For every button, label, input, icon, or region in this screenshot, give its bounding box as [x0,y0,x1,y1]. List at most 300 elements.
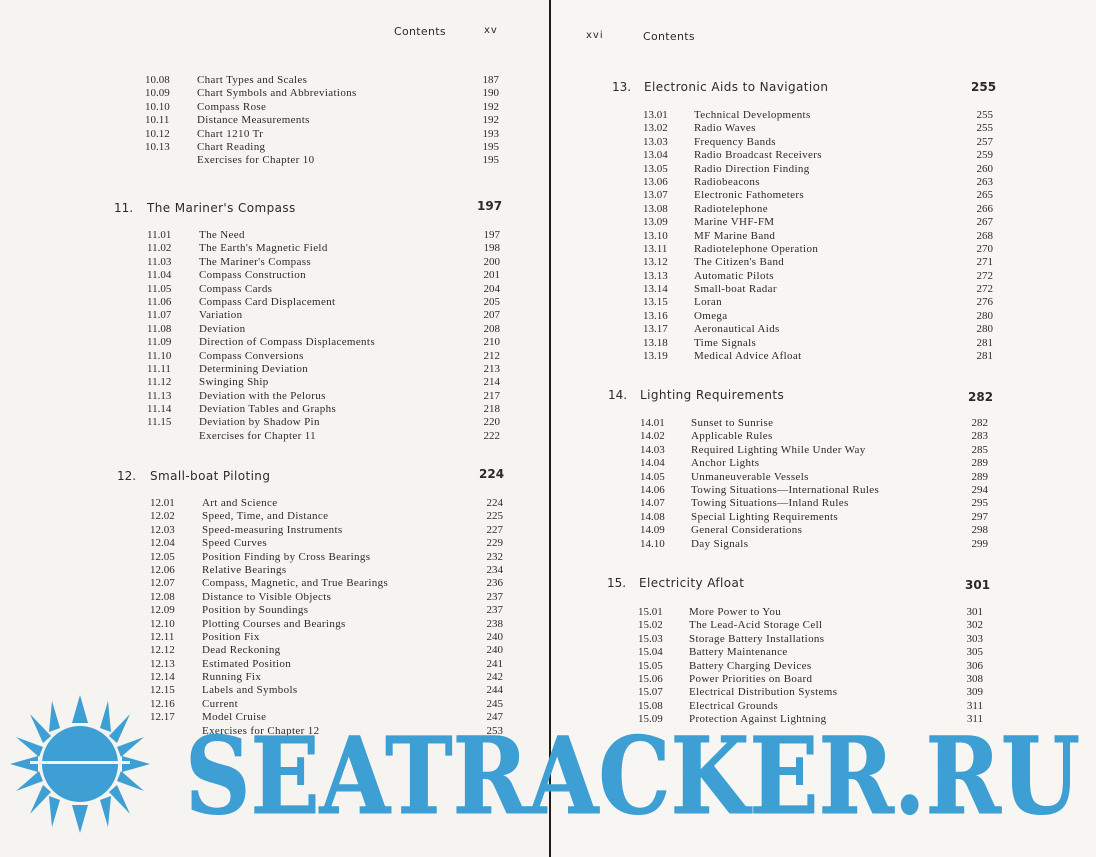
toc-entry[interactable] [643,189,1003,202]
entry-title: Medical Advice Afloat [694,350,802,363]
toc-entry[interactable] [150,684,510,697]
toc-list-chapter-15 [638,606,998,727]
entry-page: 271 [976,256,993,269]
entry-number: 13.04 [643,149,668,162]
chapter-title: Small-boat Piloting [150,469,271,483]
entry-number: 10.12 [145,127,170,140]
entry-page: 285 [971,443,988,456]
toc-entry[interactable] [147,283,507,296]
entry-number: 12.17 [150,711,175,724]
entry-number: 15.05 [638,659,663,672]
entry-title: Compass, Magnetic, and True Bearings [202,577,389,590]
toc-entry[interactable] [640,538,1000,551]
entry-page: 311 [966,713,983,726]
entry-title: MF Marine Band [694,229,776,242]
chapter-page: 301 [965,578,991,592]
chapter-title: Lighting Requirements [640,388,785,402]
toc-entry[interactable] [145,154,505,167]
entry-page: 237 [486,604,503,617]
entry-title: Dead Reckoning [202,644,281,657]
toc-entry[interactable] [145,128,505,141]
toc-entry[interactable] [150,510,510,523]
entry-number: 15.09 [638,713,663,726]
entry-title: Position by Soundings [202,604,309,617]
toc-entry[interactable] [150,497,510,510]
entry-number: 10.11 [145,114,170,127]
toc-list-chapter-11 [147,229,507,443]
entry-number: 12.06 [150,563,175,576]
toc-entry[interactable] [638,646,998,659]
entry-number: 13.16 [643,309,668,322]
toc-entry[interactable] [145,74,505,87]
toc-entry[interactable] [640,417,1000,430]
entry-title: More Power to You [689,606,782,618]
entry-number: 12.09 [150,604,175,617]
toc-entry[interactable] [638,713,998,726]
entry-page: 309 [966,686,983,699]
toc-entry[interactable] [145,101,505,114]
toc-entry[interactable] [150,618,510,631]
entry-title: Chart Reading [197,140,266,153]
entry-number: 13.05 [643,162,668,175]
chapter-number: 12. [117,469,137,483]
entry-page: 272 [976,283,993,296]
entry-title: Day Signals [691,537,749,550]
entry-number: 11.15 [147,416,172,429]
entry-page: 268 [976,229,993,242]
entry-title: General Considerations [691,524,803,537]
entry-page: 311 [966,699,983,712]
toc-entry[interactable] [145,87,505,100]
entry-number: 12.08 [150,590,175,603]
entry-title: Battery Charging Devices [689,659,812,672]
page-number-left: xv [484,25,498,36]
entry-page: 267 [976,216,993,229]
entry-page: 241 [486,657,503,670]
entry-title: Required Lighting While Under Way [691,443,866,456]
entry-page: 234 [486,563,503,576]
toc-entry[interactable] [150,711,510,724]
entry-title: Chart 1210 Tr [197,127,264,140]
toc-entry[interactable] [150,725,510,738]
entry-title: Deviation [199,322,246,335]
entry-number: 12.04 [150,537,175,550]
entry-number: 11.08 [147,322,172,335]
entry-number: 13.02 [643,122,668,135]
entry-title: Aeronautical Aids [694,323,780,336]
entry-page: 280 [976,323,993,336]
entry-title: Distance Measurements [197,114,310,127]
entry-number: 12.02 [150,510,175,523]
entry-number: 10.13 [145,140,170,153]
entry-page: 212 [483,349,500,362]
toc-entry[interactable] [643,163,1003,176]
entry-page: 270 [976,242,993,255]
entry-number: 13.03 [643,135,668,148]
toc-entry[interactable] [150,524,510,537]
entry-page: 281 [976,336,993,349]
entry-page: 187 [482,74,499,86]
entry-title: Radio Direction Finding [694,162,810,175]
entry-page: 259 [976,149,993,162]
toc-entry[interactable] [643,256,1003,269]
entry-number: 13.13 [643,269,668,282]
toc-entry[interactable] [643,230,1003,243]
entry-title: Radio Broadcast Receivers [694,149,822,162]
toc-entry[interactable] [643,122,1003,135]
entry-number: 14.09 [640,524,665,537]
toc-entry[interactable] [150,644,510,657]
running-title-left: Contents [394,25,446,38]
entry-page: 193 [482,127,499,140]
entry-number: 14.01 [640,417,665,429]
toc-entry[interactable] [643,283,1003,296]
toc-entry[interactable] [643,216,1003,229]
entry-page: 299 [971,537,988,550]
toc-entry[interactable] [640,484,1000,497]
entry-page: 236 [486,577,503,590]
entry-page: 302 [966,619,983,632]
toc-entry[interactable] [147,242,507,255]
chapter-number: 13. [612,80,632,94]
entry-page: 282 [971,417,988,429]
toc-entry[interactable] [643,149,1003,162]
toc-entry[interactable] [145,141,505,154]
toc-entry[interactable] [147,350,507,363]
entry-number: 12.05 [150,550,175,563]
toc-entry[interactable] [150,631,510,644]
toc-entry[interactable] [147,376,507,389]
chapter-page: 282 [968,390,994,404]
entry-title: Omega [694,309,728,322]
entry-page: 222 [483,429,500,442]
entry-number: 14.05 [640,470,665,483]
toc-entry[interactable] [638,606,998,619]
toc-entry[interactable] [150,551,510,564]
entry-number: 10.08 [145,74,170,86]
entry-page: 266 [976,202,993,215]
toc-entry[interactable] [640,524,1000,537]
entry-title: Storage Battery Installations [689,632,825,645]
entry-title: Power Priorities on Board [689,672,813,685]
entry-page: 301 [966,606,983,618]
toc-entry[interactable] [638,673,998,686]
entry-title: Radiobeacons [694,175,760,188]
toc-entry[interactable] [643,337,1003,350]
entry-title: Current [202,697,239,710]
toc-list-chapter-13 [643,109,1003,363]
entry-number: 12.10 [150,617,175,630]
entry-number: 15.04 [638,646,663,659]
entry-number: 12.13 [150,657,175,670]
toc-entry[interactable] [638,686,998,699]
entry-page: 198 [483,242,500,255]
chapter-number: 15. [607,576,627,590]
entry-page: 253 [486,724,503,737]
toc-entry[interactable] [640,511,1000,524]
entry-title: Marine VHF-FM [694,216,775,229]
right-page [551,0,1096,857]
entry-number: 11.01 [147,229,172,241]
entry-number: 10.10 [145,100,170,113]
entry-title: Battery Maintenance [689,646,788,659]
entry-page: 197 [483,229,500,241]
toc-entry[interactable] [147,403,507,416]
entry-number: 13.07 [643,189,668,202]
entry-title: Towing Situations—Inland Rules [691,497,849,510]
entry-title: Compass Construction [199,269,306,282]
entry-number: 11.07 [147,309,172,322]
entry-page: 247 [486,711,503,724]
toc-entry[interactable] [147,296,507,309]
chapter-title: Electronic Aids to Navigation [644,80,829,94]
entry-number: 12.01 [150,497,175,509]
entry-title: Deviation with the Pelorus [199,389,326,402]
entry-title: The Lead-Acid Storage Cell [689,619,823,632]
entry-number: 14.07 [640,497,665,510]
entry-number: 13.14 [643,283,668,296]
toc-entry[interactable] [638,633,998,646]
toc-entry[interactable] [145,114,505,127]
toc-entry[interactable] [643,350,1003,363]
entry-page: 260 [976,162,993,175]
entry-page: 200 [483,255,500,268]
toc-entry[interactable] [640,457,1000,470]
entry-number: 14.03 [640,443,665,456]
toc-entry[interactable] [147,269,507,282]
toc-entry[interactable] [150,658,510,671]
entry-page: 207 [483,309,500,322]
entry-title: Electronic Fathometers [694,189,805,202]
entry-title: Position Finding by Cross Bearings [202,550,371,563]
entry-page: 263 [976,175,993,188]
entry-title: Exercises for Chapter 10 [197,154,315,167]
entry-page: 289 [971,470,988,483]
entry-title: Electrical Grounds [689,699,779,712]
entry-title: Sunset to Sunrise [691,417,774,429]
entry-number: 13.12 [643,256,668,269]
entry-number: 11.09 [147,336,172,349]
entry-number: 13.11 [643,242,668,255]
entry-title: Technical Developments [694,109,811,121]
entry-number: 12.14 [150,671,175,684]
toc-entry[interactable] [147,430,507,443]
toc-entry[interactable] [150,564,510,577]
toc-entry[interactable] [640,471,1000,484]
entry-title: Loran [694,296,723,309]
entry-page: 210 [483,336,500,349]
toc-entry[interactable] [638,619,998,632]
toc-entry[interactable] [643,270,1003,283]
entry-title: Towing Situations—International Rules [691,483,880,496]
entry-page: 257 [976,135,993,148]
entry-title: Variation [199,309,243,322]
toc-entry[interactable] [638,700,998,713]
entry-number: 11.14 [147,403,172,416]
entry-page: 308 [966,672,983,685]
entry-number: 12.16 [150,697,175,710]
entry-number: 12.03 [150,523,175,536]
entry-page: 245 [486,697,503,710]
entry-title: Compass Card Displacement [199,295,336,308]
entry-title: Position Fix [202,630,260,643]
toc-entry[interactable] [147,256,507,269]
chapter-title: The Mariner's Compass [147,201,296,215]
entry-title: Estimated Position [202,657,292,670]
toc-entry[interactable] [147,390,507,403]
watermark-text: SEATRACKER.RU [185,713,1080,838]
running-title-right: Contents [643,30,695,43]
toc-entry[interactable] [638,660,998,673]
entry-title: Compass Rose [197,100,267,113]
entry-number: 11.10 [147,349,172,362]
entry-title: Compass Conversions [199,349,304,362]
toc-entry[interactable] [643,109,1003,122]
toc-entry[interactable] [150,698,510,711]
entry-page: 255 [976,109,993,121]
entry-number: 11.03 [147,255,172,268]
entry-number: 12.12 [150,644,175,657]
entry-page: 208 [483,322,500,335]
entry-number: 13.01 [643,109,668,121]
entry-title: Radiotelephone [694,202,768,215]
toc-entry[interactable] [147,323,507,336]
entry-page: 305 [966,646,983,659]
entry-page: 201 [483,269,500,282]
entry-page: 192 [482,114,499,127]
entry-page: 224 [486,497,503,509]
toc-entry[interactable] [643,176,1003,189]
toc-entry[interactable] [643,323,1003,336]
entry-number: 15.08 [638,699,663,712]
toc-entry[interactable] [150,671,510,684]
entry-page: 294 [971,483,988,496]
entry-title: Exercises for Chapter 11 [199,429,317,442]
toc-entry[interactable] [643,203,1003,216]
entry-page: 190 [482,87,499,100]
entry-number: 11.05 [147,282,172,295]
entry-number: 11.13 [147,389,172,402]
entry-page: 214 [483,376,500,389]
toc-entry[interactable] [147,336,507,349]
toc-entry[interactable] [150,591,510,604]
entry-page: 225 [486,510,503,523]
toc-entry[interactable] [147,363,507,376]
entry-page: 218 [483,403,500,416]
entry-page: 265 [976,189,993,202]
entry-number: 14.06 [640,483,665,496]
entry-title: Electrical Distribution Systems [689,686,838,699]
entry-title: Radiotelephone Operation [694,242,819,255]
entry-number: 14.02 [640,430,665,443]
toc-entry[interactable] [147,416,507,429]
entry-title: Compass Cards [199,282,273,295]
toc-entry[interactable] [147,309,507,322]
entry-page: 280 [976,309,993,322]
toc-list-chapter-12 [150,497,510,738]
entry-title: Distance to Visible Objects [202,590,332,603]
entry-title: Radio Waves [694,122,756,135]
entry-title: Direction of Compass Displacements [199,336,375,349]
entry-page: 227 [486,523,503,536]
toc-entry[interactable] [643,243,1003,256]
entry-number: 12.11 [150,630,175,643]
entry-title: Applicable Rules [691,430,773,443]
entry-title: Determining Deviation [199,362,309,375]
entry-page: 242 [486,671,503,684]
toc-entry[interactable] [640,497,1000,510]
entry-number: 12.07 [150,577,175,590]
entry-title: Anchor Lights [691,457,760,470]
entry-title: The Mariner's Compass [199,255,311,268]
entry-page: 240 [486,644,503,657]
entry-title: Deviation Tables and Graphs [199,403,337,416]
entry-number: 11.02 [147,242,172,255]
entry-title: Speed-measuring Instruments [202,523,343,536]
entry-title: Protection Against Lightning [689,713,827,726]
entry-page: 244 [486,684,503,697]
entry-number: 15.01 [638,606,663,618]
entry-title: Relative Bearings [202,563,287,576]
entry-page: 272 [976,269,993,282]
entry-page: 238 [486,617,503,630]
toc-entry[interactable] [150,577,510,590]
entry-title: Speed, Time, and Distance [202,510,329,523]
toc-entry[interactable] [643,310,1003,323]
entry-page: 276 [976,296,993,309]
entry-title: The Earth's Magnetic Field [199,242,328,255]
entry-title: Special Lighting Requirements [691,510,839,523]
entry-number: 11.11 [147,362,171,375]
toc-entry[interactable] [643,296,1003,309]
entry-number: 11.06 [147,295,172,308]
page-number-right: xvi [586,30,604,41]
entry-title: Running Fix [202,671,262,684]
entry-page: 298 [971,524,988,537]
toc-entry[interactable] [147,229,507,242]
entry-title: Chart Types and Scales [197,74,308,86]
chapter-page: 255 [971,80,997,94]
entry-page: 205 [483,295,500,308]
toc-entry[interactable] [643,136,1003,149]
entry-title: Exercises for Chapter 12 [202,724,320,737]
entry-number: 14.08 [640,510,665,523]
entry-number: 11.04 [147,269,172,282]
entry-title: Small-boat Radar [694,283,777,296]
entry-page: 295 [971,497,988,510]
chapter-number: 11. [114,201,134,215]
toc-entry[interactable] [640,430,1000,443]
entry-number: 13.19 [643,350,668,363]
entry-title: The Need [199,229,245,241]
toc-entry[interactable] [150,537,510,550]
toc-list-chapter-14 [640,417,1000,551]
entry-page: 232 [486,550,503,563]
entry-page: 220 [483,416,500,429]
toc-entry[interactable] [640,444,1000,457]
entry-title: Model Cruise [202,711,267,724]
entry-number: 15.02 [638,619,663,632]
entry-number: 12.15 [150,684,175,697]
entry-number: 13.08 [643,202,668,215]
entry-title: Automatic Pilots [694,269,774,282]
entry-page: 195 [482,154,499,167]
toc-entry[interactable] [150,604,510,617]
entry-page: 289 [971,457,988,470]
entry-number: 13.10 [643,229,668,242]
entry-page: 303 [966,632,983,645]
entry-title: Unmaneuverable Vessels [691,470,809,483]
